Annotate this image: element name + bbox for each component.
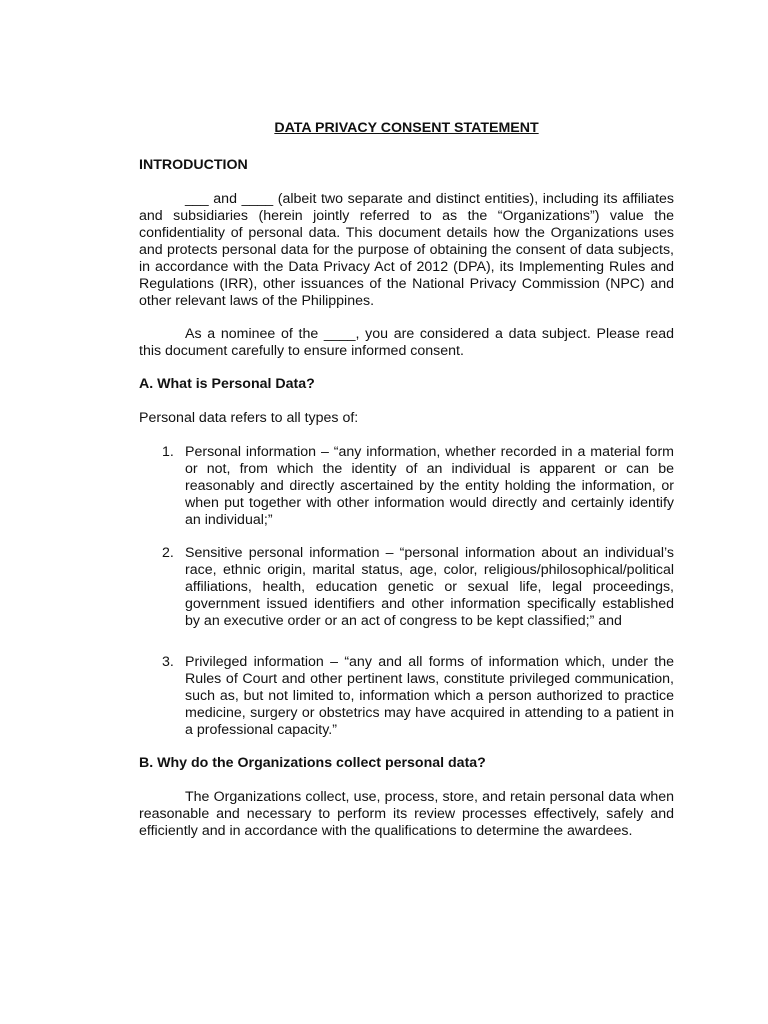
list-item-number: 2.: [162, 545, 174, 561]
list-item-text: Privileged information – “any and all forms of information which, under the Rules of Court and other pertinent laws, constitute privileged communication, such as, but not limited to, information which a person authorized to practice medicine, surgery or obstetrics may have acquired in attending to a patient in a professional capacity.”: [185, 654, 674, 738]
list-item-text: Sensitive personal information – “personal information about an individual’s race, ethnic origin, marital status, age, color, religious/philosophical/political affiliations, health, education genetic or sexual life, legal proceedings, government issued identifiers and other information specifically established by an executive order or an act of congress to be kept classified;” and: [185, 545, 674, 629]
list-item: [139, 444, 674, 529]
list-item-text: Personal information – “any information, whether recorded in a material form or not, from which the identity of an individual is apparent or can be reasonably and directly ascertained by the entity holding the information, or when put together with other information would directly and certainly identify an individual;”: [185, 444, 674, 528]
list-item: [139, 545, 674, 630]
introduction-heading: INTRODUCTION: [139, 157, 248, 173]
list-item-number: 1.: [162, 444, 174, 460]
section-a-intro: Personal data refers to all types of:: [139, 410, 359, 426]
list-item: [139, 654, 674, 739]
document-title: DATA PRIVACY CONSENT STATEMENT: [274, 120, 539, 136]
introduction-paragraph-1: ___ and ____ (albeit two separate and distinct entities), including its affiliates and subsidiaries (herein jointly referred to as the “Organizations”) value the confidentiality of personal data. This document details how the Organizations uses and protects personal data for the purpose of obtaining the consent of data subjects, in accordance with the Data Privacy Act of 2012 (DPA), its Implementing Rules and Regulations (IRR), other issuances of the National Privacy Commission (NPC) and other relevant laws of the Philippines.: [139, 191, 674, 309]
section-b-paragraph: The Organizations collect, use, process, store, and retain personal data when reasonable and necessary to perform its review processes effectively, safely and efficiently and in accordance with the qualifications to determine the awardees.: [139, 789, 674, 839]
personal-data-list: [139, 444, 674, 739]
list-item-number: 3.: [162, 654, 174, 670]
section-a-heading: A. What is Personal Data?: [139, 376, 315, 392]
section-b-heading: B. Why do the Organizations collect personal data?: [139, 755, 486, 771]
document-page: [139, 120, 674, 856]
introduction-paragraph-2: As a nominee of the ____, you are considered a data subject. Please read this document carefully to ensure informed consent.: [139, 326, 674, 359]
